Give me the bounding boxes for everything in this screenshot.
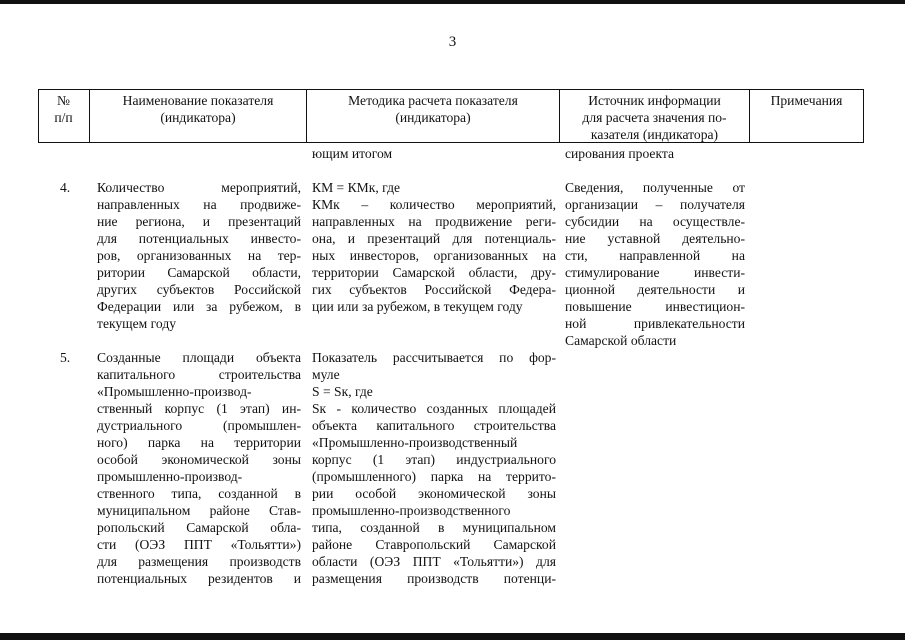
header-notes: Примечания — [770, 93, 843, 108]
row-4-number: 4. — [60, 180, 71, 195]
row-4-indicator-name: Количество мероприятий, направленных на продвиже- ние региона, и презентаций для потенциальных инвесто- ров, организованных на тер- ритории Самарской области, других субъектов Российской Федерации или за рубежом, в текущем году — [97, 180, 301, 331]
col-divider — [38, 89, 39, 142]
row-5-indicator-name: Созданные площади объекта капитального строительства «Промышленно-производ- ственный корпус (1 этап) ин- дустриального (промышлен- ного) парка на территории особой экономической зоны промышленно-производ- ственного типа, созданной в муниципальном районе Став- ропольский Самарской обла- сти (ОЭЗ ППТ «Тольятти») для размещения производств потенциальных резидентов и — [97, 350, 301, 586]
page-number: 3 — [448, 34, 457, 50]
col-divider — [559, 89, 560, 142]
header-calculation-method: Методика расчета показателя (индикатора) — [348, 93, 518, 125]
col-divider — [306, 89, 307, 142]
continuation-source: сирования проекта — [565, 146, 675, 161]
continuation-method: ющим итогом — [312, 146, 393, 161]
row-5-calculation-method: Показатель рассчитывается по фор- муле S = Sк, где Sк - количество созданных площадей объекта капитального строительства «Промышленно-производственный корпус (1 этап) индустриального (промышленного) парка на террито- рии особой экономической зоны промышленно-производственного типа, созданной в муниципальном районе Ставропольский Самарской области (ОЭЗ ППТ «Тольятти») для размещения производств потенци- — [312, 350, 556, 586]
row-4-information-source: Сведения, полученные от организации – получателя субсидии на осуществле- ние уставной деятельно- сти, направленной на стимулирование инвести- ционной деятельности и повышение инвестицион- ной привлекательности Самарской области — [565, 180, 745, 348]
col-divider — [749, 89, 750, 142]
scan-bottom-edge — [0, 633, 905, 640]
scan-top-edge — [0, 0, 905, 4]
col-divider — [863, 89, 864, 142]
row-5-number: 5. — [60, 350, 71, 365]
header-indicator-name: Наименование показателя (индикатора) — [122, 93, 274, 125]
header-information-source: Источник информации для расчета значения по- казателя (индикатора) — [582, 93, 727, 142]
row-4-calculation-method: КМ = КМк, где КМк – количество мероприятий, направленных на продвижение реги- она, и презентаций для потенциаль- ных инвесторов, организованных на территории Самарской области, дру- гих субъектов Российской Федера- ции или за рубежом, в текущем году — [312, 180, 556, 314]
col-divider — [89, 89, 90, 142]
header-number: № п/п — [54, 93, 73, 125]
